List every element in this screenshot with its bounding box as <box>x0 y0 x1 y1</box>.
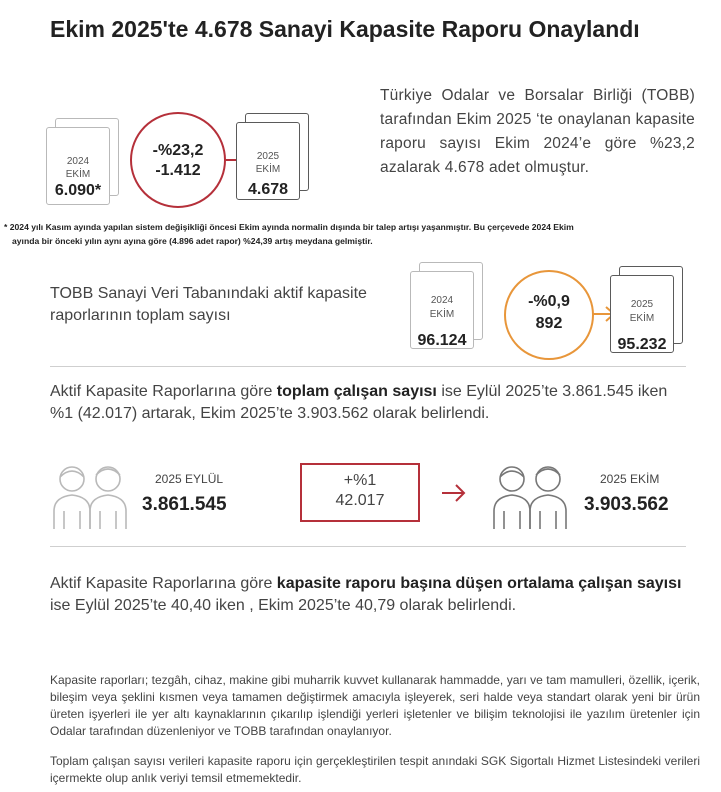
change-abs: 42.017 <box>335 492 385 509</box>
avg-employees-text: Aktif Kapasite Raporlarına göre kapasite raporu başına düşen ortalama çalışan sayısı ise Eylül 2025’te 40,40 iken , Ekim 2025’te 40,79 olarak belirlendi. <box>50 575 682 614</box>
change-circle <box>130 112 226 208</box>
doc-year: 2024 <box>66 156 90 167</box>
doc-month: EKİM <box>429 309 455 320</box>
employees-change-box <box>300 463 420 522</box>
change-percent: -%23,2 <box>152 142 204 159</box>
change-abs: 892 <box>535 315 563 332</box>
arrow-right-icon <box>442 484 466 502</box>
doc-2025-ekim-active <box>610 266 684 356</box>
doc-value: 96.124 <box>417 332 467 349</box>
eylul-label: 2025 EYLÜL <box>155 472 224 486</box>
divider <box>50 546 686 547</box>
doc-value: 4.678 <box>247 181 289 198</box>
doc-month: EKİM <box>255 164 281 175</box>
eylul-value: 3.861.545 <box>142 494 227 515</box>
doc-year: 2025 <box>630 299 654 310</box>
employees-text: Aktif Kapasite Raporlarına göre toplam çalışan sayısı ise Eylül 2025’te 3.861.545 iken %1 (42.017) artarak, Ekim 2025’te 3.903.562 olarak belirlendi. <box>50 383 668 422</box>
note-paragraph-1: Kapasite raporları; tezgâh, cihaz, makine gibi muharrik kuvvet kullanarak hammadde, yarı ve tam mamulleri, özellik, içerik, bileşim veya şeklini kısmen veya tamamen değiştirmek amacıyla işleyerek, seri halde veya standart olarak yeni bir ürün üreten işyerleri ile yer altı kaynaklarının çıkarılıp işlendiği yerleri işletenler ve bilişim teknolojisi ile yazılım üretenler için Odalar tarafından düzenleniyor ve TOBB tarafından onaylanıyor. <box>50 673 700 738</box>
doc-year: 2025 <box>256 151 280 162</box>
people-icon-dark <box>488 461 574 536</box>
ekim-value: 3.903.562 <box>584 494 669 515</box>
change-percent: -%0,9 <box>528 293 570 310</box>
change-percent: +%1 <box>343 472 377 489</box>
employees-text-bold: toplam çalışan sayısı <box>276 383 437 400</box>
page-title: Ekim 2025'te 4.678 Sanayi Kapasite Raporu Onaylandı <box>50 16 640 42</box>
intro-text: Türkiye Odalar ve Borsalar Birliği (TOBB) tarafından Ekim 2025 ‘te onaylanan kapasite raporu sayısı Ekim 2024’e göre %23,2 azalarak 4.678 adet olmuştur. <box>380 87 695 176</box>
footnote-line2: ayında bir önceki yılın aynı ayına göre (4.896 adet rapor) %24,39 artış meydana gelmiştir. <box>12 236 373 246</box>
ekim-label: 2025 EKİM <box>600 472 660 486</box>
avg-employees-text-bold: kapasite raporu başına düşen ortalama çalışan sayısı <box>276 575 682 592</box>
footnote-line1: * 2024 yılı Kasım ayında yapılan sistem değişikliği öncesi Ekim ayında normalin dışında bir talep artışı yaşanmıştır. Bu çerçevede 2024 Ekim <box>4 222 574 232</box>
doc-year: 2024 <box>430 295 454 306</box>
doc-2024-ekim-active <box>410 262 484 352</box>
footnote <box>4 220 719 248</box>
doc-2024-ekim <box>46 118 120 208</box>
active-reports-label: TOBB Sanayi Veri Tabanındaki aktif kapasite raporlarının toplam sayısı <box>50 285 367 324</box>
change-abs: -1.412 <box>155 162 201 179</box>
doc-value: 6.090* <box>54 182 102 199</box>
doc-2025-ekim <box>236 113 310 203</box>
doc-value: 95.232 <box>617 336 667 353</box>
people-icon <box>48 461 134 536</box>
doc-month: EKİM <box>65 169 91 180</box>
divider <box>50 366 686 367</box>
active-change-circle <box>504 270 594 360</box>
doc-month: EKİM <box>629 313 655 324</box>
note-paragraph-2: Toplam çalışan sayısı verileri kapasite raporu için gerçekleştirilen tespit anındaki SGK Sigortalı Hizmet Listesindeki verileri içermekte olup anlık veriyi temsil etmemektedir. <box>50 754 700 785</box>
